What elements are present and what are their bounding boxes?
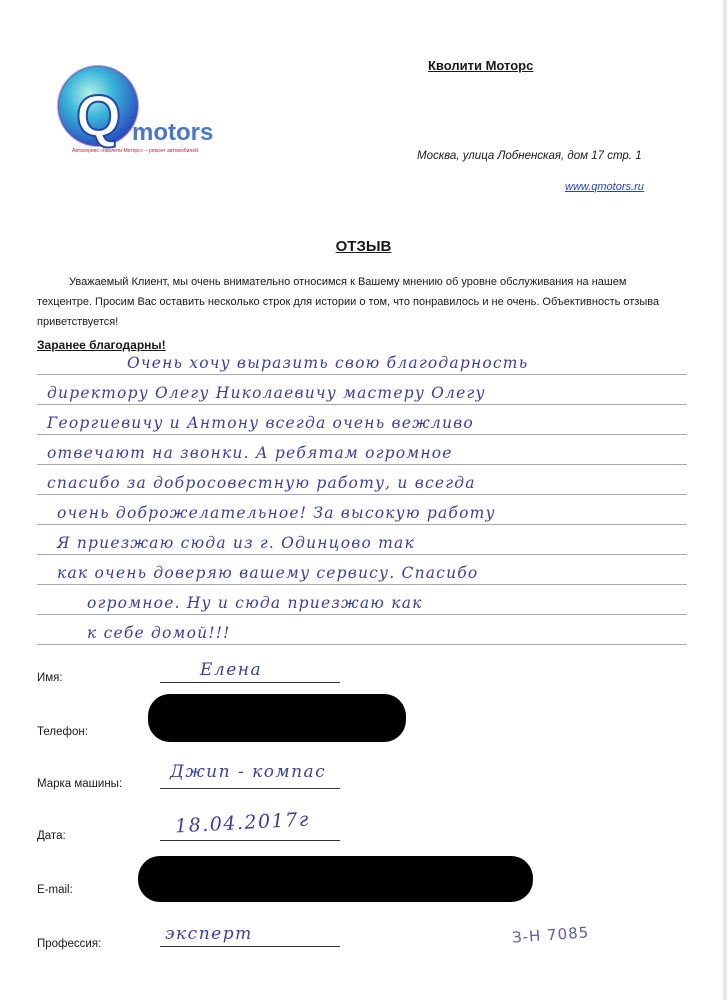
ruled-line bbox=[37, 644, 687, 645]
car-label: Марка машины: bbox=[37, 778, 123, 790]
intro-text: Уважаемый Клиент, мы очень внимательно относимся к Вашему мнению об уровне обслуживания на нашем техцентре. Просим Вас оставить несколько строк для истории о том, что понравилось и не очень. Объективность отзыва приветствуется! bbox=[37, 276, 660, 328]
email-label: E-mail: bbox=[37, 884, 73, 896]
review-line: огромное. Ну и сюда приезжаю как bbox=[87, 594, 423, 612]
review-line: директору Олегу Николаевичу мастеру Олегу bbox=[47, 384, 486, 402]
date-value: 18.04.2017г bbox=[174, 808, 311, 838]
review-line: Очень хочу выразить свою благодарность bbox=[127, 354, 529, 372]
thanks-heading: Заранее благодарны! bbox=[37, 338, 166, 352]
logo-tagline: Автосервис «Кволити Моторс» – ремонт автомобилей bbox=[72, 148, 198, 154]
name-label: Имя: bbox=[37, 672, 63, 684]
phone-label: Телефон: bbox=[37, 726, 88, 738]
website-link[interactable]: www.qmotors.ru bbox=[565, 181, 644, 193]
order-number-note: З-Н 7085 bbox=[511, 923, 590, 947]
date-label: Дата: bbox=[37, 830, 66, 842]
company-name: Кволити Моторс bbox=[428, 58, 534, 73]
review-line: очень доброжелательное! За высокую работу bbox=[57, 504, 496, 522]
review-line: Я приезжаю сюда из г. Одинцово так bbox=[57, 534, 415, 552]
review-line: Георгиевичу и Антону всегда очень вежливо bbox=[47, 414, 474, 432]
profession-value: эксперт bbox=[165, 924, 253, 944]
profession-underline bbox=[160, 946, 340, 947]
ruled-line bbox=[37, 464, 687, 465]
ruled-line bbox=[37, 434, 687, 435]
svg-text:Q: Q bbox=[76, 84, 122, 149]
review-text-area bbox=[37, 352, 687, 652]
ruled-line bbox=[37, 494, 687, 495]
ruled-line bbox=[37, 614, 687, 615]
svg-text:motors: motors bbox=[132, 119, 214, 146]
phone-redaction bbox=[148, 694, 406, 742]
name-underline bbox=[160, 682, 340, 683]
review-line: к себе домой!!! bbox=[87, 624, 231, 642]
ruled-line bbox=[37, 404, 687, 405]
review-line: спасибо за добросовестную работу, и всегда bbox=[47, 474, 476, 492]
date-underline bbox=[160, 840, 340, 841]
ruled-line bbox=[37, 554, 687, 555]
car-underline bbox=[160, 788, 340, 789]
name-value: Елена bbox=[200, 660, 263, 680]
company-address: Москва, улица Лобненская, дом 17 стр. 1 bbox=[417, 150, 642, 162]
ruled-line bbox=[37, 524, 687, 525]
ruled-line bbox=[37, 374, 687, 375]
review-line: отвечают на звонки. А ребятам огромное bbox=[47, 444, 453, 462]
car-value: Джип - компас bbox=[170, 762, 327, 782]
profession-label: Профессия: bbox=[37, 938, 102, 950]
page-title: ОТЗЫВ bbox=[335, 238, 392, 255]
ruled-line bbox=[37, 584, 687, 585]
scan-edge bbox=[723, 0, 727, 1000]
review-line: как очень доверяю вашему сервису. Спасибо bbox=[57, 564, 479, 582]
email-redaction bbox=[138, 856, 533, 902]
